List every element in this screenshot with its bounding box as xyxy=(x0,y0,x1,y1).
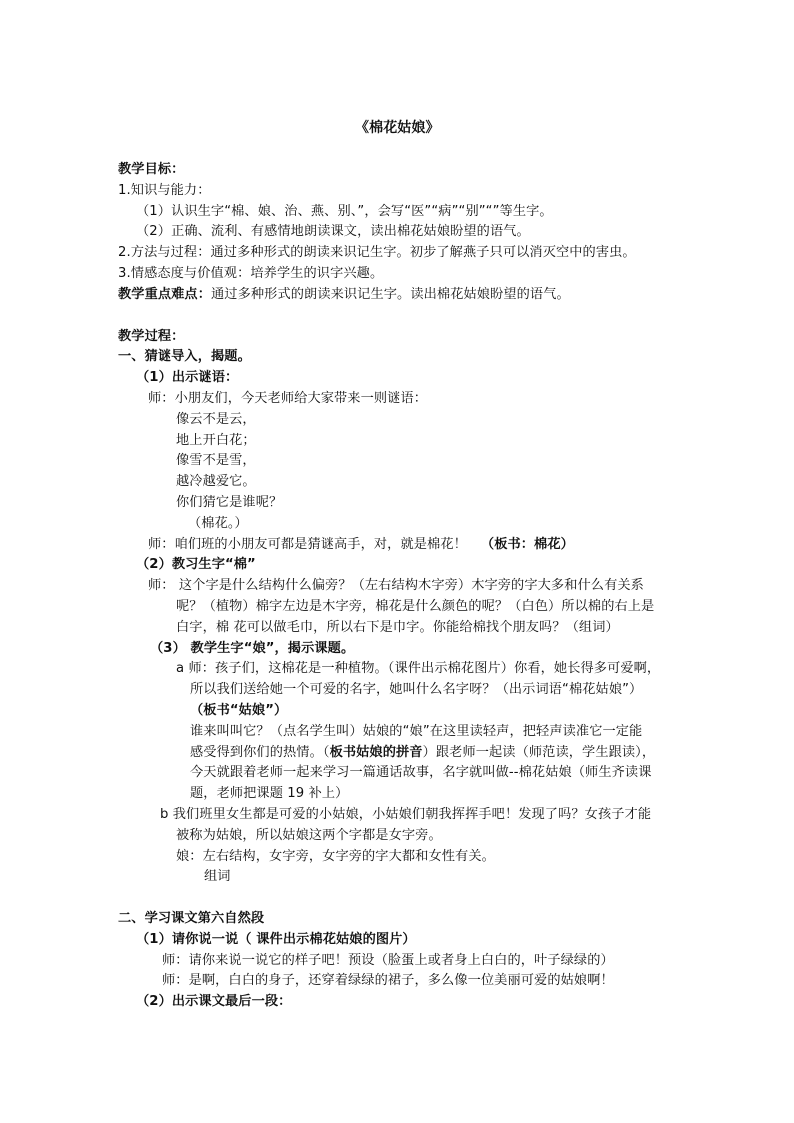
section-a-line: 今天就跟着老师一起来学习一篇通话故事，名字就叫做--棉花姑娘（师生齐读课 xyxy=(190,765,652,780)
goals-heading: 教学目标： xyxy=(118,162,185,177)
section-b-line: b 我们班里女生都是可爱的小姑娘，小姑娘们朝我挥挥手吧！发现了吗？女孩子才能 xyxy=(160,807,652,822)
riddle-answer: （棉花。） xyxy=(188,516,248,531)
document-title: 《棉花姑娘》 xyxy=(355,120,440,136)
key-points-text: 通过多种形式的朗读来识记生字。读出棉花姑娘盼望的语气。 xyxy=(211,287,570,302)
process-heading: 教学过程： xyxy=(118,329,185,344)
part-2-step-1-heading: （1）请你说一说（ 课件出示棉花姑娘的图片） xyxy=(136,932,416,947)
riddle-line: 像云不是云， xyxy=(176,412,256,427)
teacher-line-3: 师： 这个字是什么结构什么偏旁？（左右结构木字旁）木字旁的字大多和什么有关系 xyxy=(148,578,644,593)
teacher-line-3: 呢？（植物）棉字左边是木字旁，棉花是什么颜色的呢？（白色）所以棉的右上是 xyxy=(176,599,655,614)
goal-knowledge-item-1: （1）认识生字“棉、娘、治、燕、别、”，会写“医”“病”“别”“”等生字。 xyxy=(136,204,553,219)
goal-knowledge: 1.知识与能力： xyxy=(118,183,211,198)
teacher-line-2 xyxy=(148,535,574,555)
riddle-line: 越冷越爱它。 xyxy=(176,474,256,489)
riddle-line: 你们猜它是谁呢？ xyxy=(176,495,283,510)
teacher-line-1: 师：小朋友们，今天老师给大家带来一则谜语： xyxy=(148,391,428,406)
board-note-cotton: （板书：棉花） xyxy=(480,537,574,552)
goal-emotion: 3.情感态度与价值观：培养学生的识字兴趣。 xyxy=(118,266,384,281)
board-note-girl: （板书“姑娘”） xyxy=(190,703,288,718)
part-2-teacher-line: 师：请你来说一说它的样子吧！预设（脸蛋上或者身上白白的，叶子绿绿的） xyxy=(162,953,614,968)
board-note-pinyin: 板书姑娘的拼音 xyxy=(329,745,423,760)
section-a-line: 谁来叫叫它？（点名学生叫）姑娘的“娘”在这里读轻声，把轻声读准它一定能 xyxy=(190,724,643,739)
section-b-line: 组词 xyxy=(204,869,231,884)
section-a-text: ）跟老师一起读（师范读，学生跟读）， xyxy=(422,745,656,760)
section-a-line: a 师：孩子们，这棉花是一种植物。（课件出示棉花图片）你看，她长得多可爱啊， xyxy=(176,661,661,676)
teacher-line-2-text: 师：咱们班的小朋友可都是猜谜高手，对，就是棉花！ xyxy=(148,537,467,552)
step-2-heading: （2）教习生字“棉” xyxy=(136,557,256,572)
part-2-teacher-line: 师：是啊，白白的身子，还穿着绿绿的裙子，多么像一位美丽可爱的姑娘啊！ xyxy=(162,973,614,988)
teacher-line-3: 白字，棉 花可以做毛巾，所以右下是巾字。你能给棉找个朋友吗？（组词） xyxy=(176,620,619,635)
section-a-text: 感受得到你们的热情。（ xyxy=(190,745,330,760)
goal-knowledge-item-2: （2）正确、流利、有感情地朗读课文，读出棉花姑娘盼望的语气。 xyxy=(136,224,530,239)
section-a-line xyxy=(190,743,655,763)
section-a-line: 所以我们送给她一个可爱的名字，她叫什么名字呀？（出示词语“棉花姑娘”） xyxy=(190,682,643,697)
part-1-heading: 一、猜谜导入，揭题。 xyxy=(118,349,251,364)
part-2-heading: 二、学习课文第六自然段 xyxy=(118,911,265,926)
step-1-heading: （1）出示谜语： xyxy=(136,370,239,385)
key-points xyxy=(118,285,570,305)
section-b-line: 娘：左右结构，女字旁，女字旁的字大都和女性有关。 xyxy=(176,849,495,864)
riddle-line: 像雪不是雪， xyxy=(176,453,256,468)
goal-method: 2.方法与过程：通过多种形式的朗读来识记生字。初步了解燕子只可以消灭空中的害虫。 xyxy=(118,245,636,260)
part-2-step-2-heading: （2）出示课文最后一段： xyxy=(136,994,292,1009)
riddle-line: 地上开白花； xyxy=(176,433,256,448)
section-b-line: 被称为姑娘，所以姑娘这两个字都是女字旁。 xyxy=(176,828,442,843)
section-a-line: 题，老师把课题 19 补上） xyxy=(190,786,349,801)
step-3-heading: （3） 教学生字“娘”，揭示课题。 xyxy=(150,641,355,656)
key-points-label: 教学重点难点： xyxy=(118,287,212,302)
